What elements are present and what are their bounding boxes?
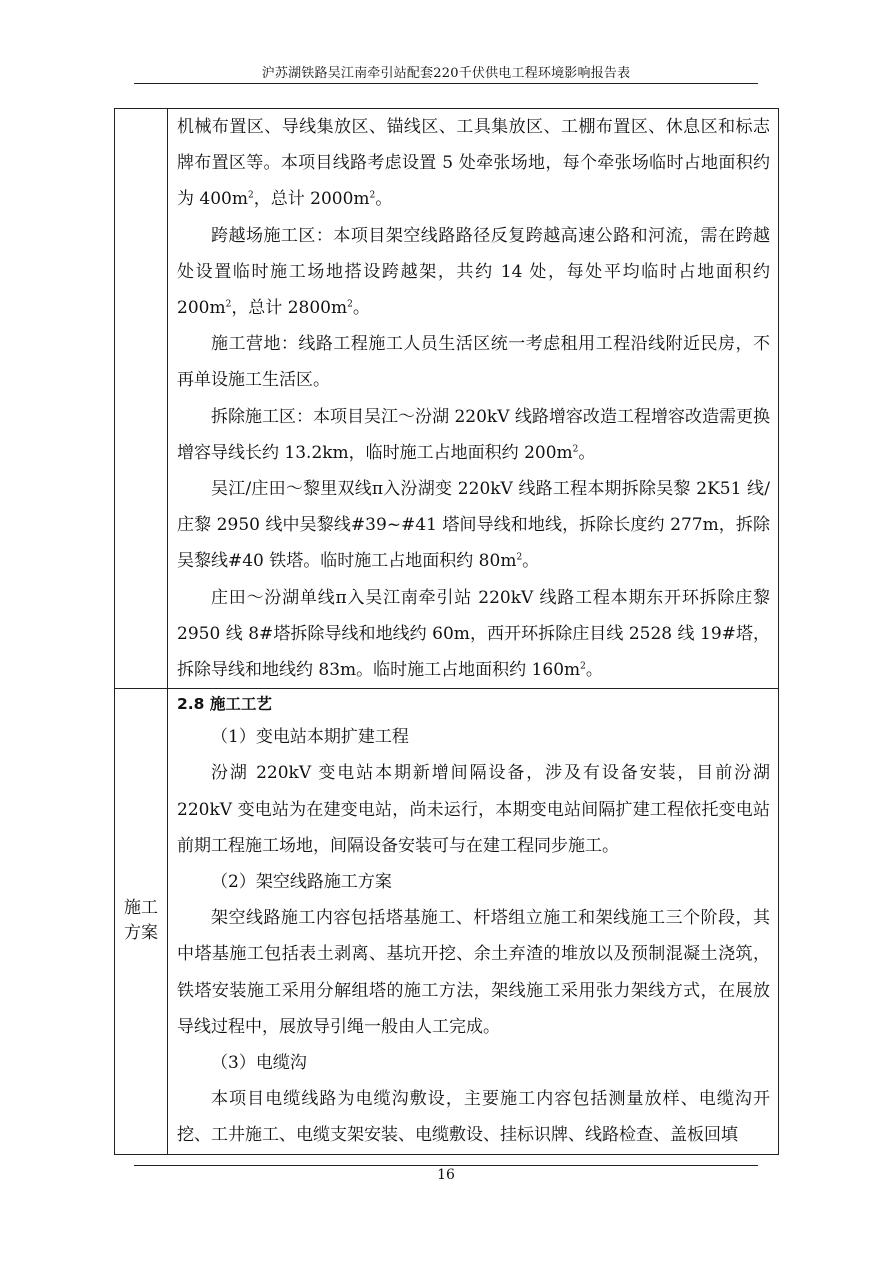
- header-rule: [134, 83, 758, 84]
- page-number: 16: [437, 1167, 455, 1183]
- paragraph: 施工营地：线路工程施工人员生活区统一考虑租用工程沿线附近民房，不再单设施工生活区。: [177, 334, 770, 391]
- construction-area-paragraphs: [177, 109, 770, 688]
- report-table: [114, 108, 779, 1155]
- table-row: [115, 109, 779, 689]
- row-label-empty: [115, 109, 168, 689]
- paragraph-overhead-line: 架空线路施工内容包括塔基施工、杆塔组立施工和架线施工三个阶段，其中塔基施工包括表土剥离、基坑开挖、余土弃渣的堆放以及预制混凝土浇筑，铁塔安装施工采用分解组塔的施工方法，架线施工采用张力架线方式，在展放导线过程中，展放导引绳一般由人工完成。: [177, 908, 770, 1037]
- paragraph-substation: 汾湖 220kV 变电站本期新增间隔设备，涉及有设备安装，目前汾湖 220kV 变电站为在建变电站，尚未运行，本期变电站间隔扩建工程依托变电站前期工程施工场地，间隔设备安装可与在建工程同步施工。: [177, 763, 770, 856]
- construction-area-content: [168, 109, 779, 689]
- table-row: [115, 689, 779, 1154]
- paragraph: 拆除施工区：本项目吴江～汾湖 220kV 线路增容改造工程增容改造需更换增容导线长约 13.2km，临时施工占地面积约 $200m^2$。: [177, 406, 770, 463]
- subsection-substation: （1）变电站本期扩建工程: [211, 727, 409, 748]
- label-line-2: 方案: [124, 923, 158, 944]
- label-line-1: 施工: [124, 898, 158, 919]
- footer-rule: [134, 1165, 758, 1166]
- paragraph: 机械布置区、导线集放区、锚线区、工具集放区、工棚布置区、休息区和标志牌布置区等。本项目线路考虑设置 5 处牵张场地，每个牵张场临时占地面积约为 $400m^2$，总计 $2000m^2$。: [177, 117, 770, 210]
- paragraph-cable-trench: 本项目电缆线路为电缆沟敷设，主要施工内容包括测量放样、电缆沟开挖、工井施工、电缆支架安装、电缆敷设、挂标识牌、线路检查、盖板回填: [177, 1089, 770, 1146]
- construction-process-paragraphs: [177, 689, 770, 1153]
- paragraph: 庄田～汾湖单线π入吴江南牵引站 220kV 线路工程本期东开环拆除庄黎 2950 线 8#塔拆除导线和地线约 60m，西开环拆除庄目线 2528 线 19#塔，拆除导线和地线约 83m。临时施工占地面积约 $160m^2$。: [177, 587, 770, 681]
- subsection-cable-trench: （3）电缆沟: [211, 1053, 307, 1074]
- subsection-overhead-line: （2）架空线路施工方案: [211, 872, 392, 893]
- paragraph: 吴江/庄田～黎里双线π入汾湖变 220kV 线路工程本期拆除吴黎 2K51 线/庄黎 2950 线中吴黎线#39~#41 塔间导线和地线，拆除长度约 277m，拆除吴黎线#40 铁塔。临时施工占地面积约 $80m^2$。: [177, 479, 770, 572]
- row-label-construction-plan: [115, 689, 168, 1154]
- construction-process-content: [168, 689, 779, 1154]
- page-header-title: 沪苏湖铁路吴江南牵引站配套220千伏供电工程环境影响报告表: [261, 66, 631, 81]
- paragraph: 跨越场施工区：本项目架空线路路径反复跨越高速公路和河流，需在跨越处设置临时施工场地搭设跨越架，共约 14 处，每处平均临时占地面积约 $200m^2$，总计 $2800m^2$。: [177, 225, 770, 319]
- section-heading: 2.8 施工工艺: [177, 695, 272, 714]
